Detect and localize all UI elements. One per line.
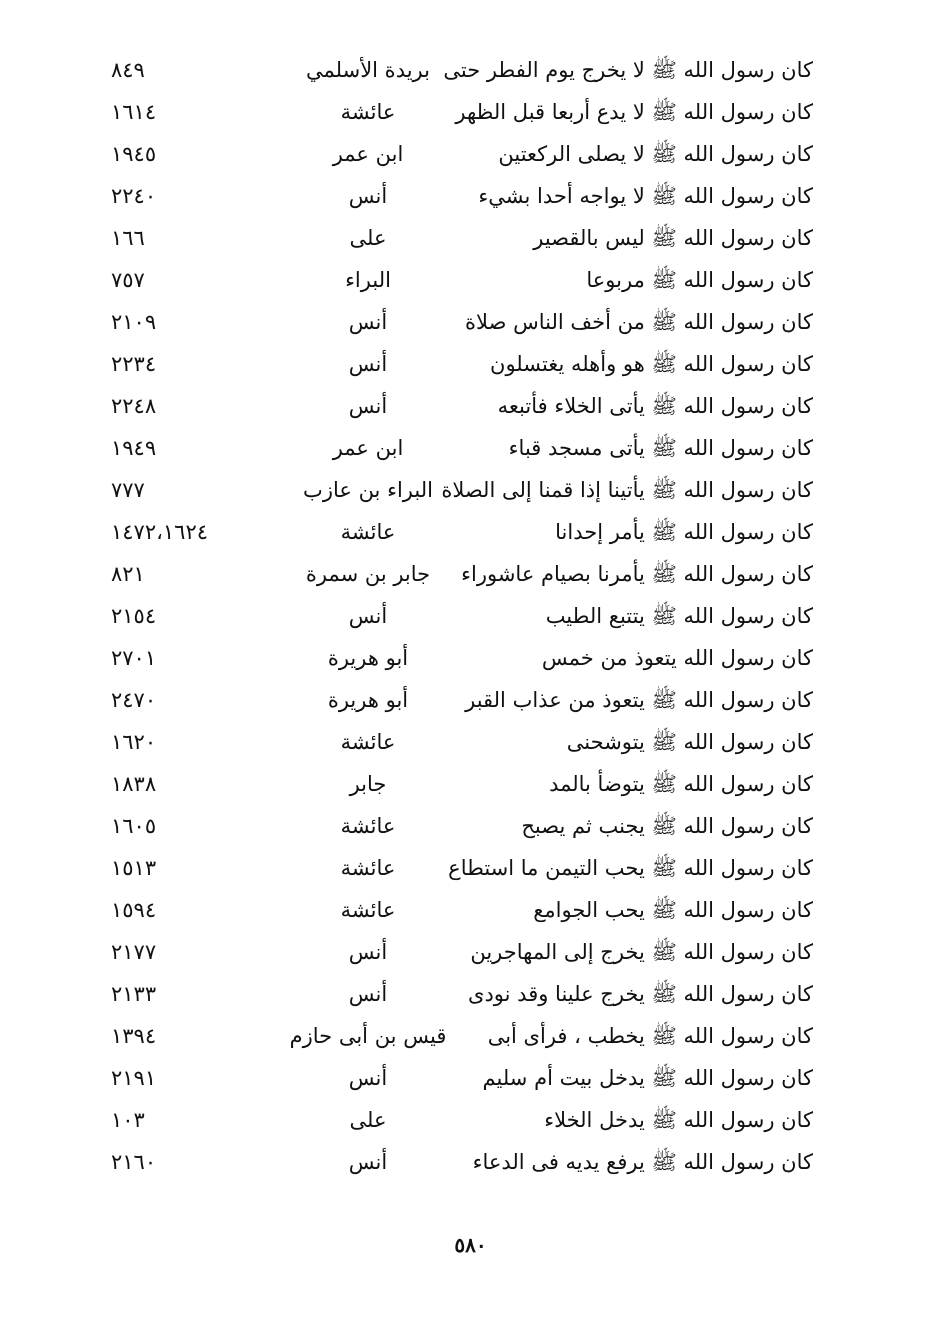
hadith-number: ١٩٤٩ <box>111 436 157 460</box>
index-row <box>0 386 941 428</box>
hadith-opening-text: كان رسول الله ﷺ لا يصلى الركعتين <box>498 142 813 166</box>
hadith-number: ٢١٧٧ <box>111 940 157 964</box>
narrator-name: عائشة <box>340 898 396 922</box>
index-row <box>0 512 941 554</box>
index-row <box>0 806 941 848</box>
narrator-name: عائشة <box>340 856 396 880</box>
index-row <box>0 218 941 260</box>
narrator-name: أبو هريرة <box>327 688 409 712</box>
hadith-number: ١٥١٣ <box>111 856 157 880</box>
index-row <box>0 848 941 890</box>
narrator-name: أنس <box>348 1150 388 1174</box>
index-row <box>0 680 941 722</box>
hadith-opening-text: كان رسول الله ﷺ لا يخرج يوم الفطر حتى <box>443 58 813 82</box>
narrator-name: عائشة <box>340 814 396 838</box>
narrator-name: أنس <box>348 982 388 1006</box>
index-row <box>0 1142 941 1184</box>
hadith-number: ٢١٦٠ <box>111 1150 157 1174</box>
index-row <box>0 596 941 638</box>
hadith-opening-text: كان رسول الله ﷺ لا يواجه أحدا بشيء <box>478 184 813 208</box>
hadith-opening-text: كان رسول الله ﷺ يخطب ، فرأى أبى <box>487 1024 813 1048</box>
hadith-number: ١٦٦ <box>111 226 145 250</box>
hadith-number: ٢٤٧٠ <box>111 688 157 712</box>
hadith-index-table <box>0 50 941 1184</box>
index-row <box>0 302 941 344</box>
hadith-opening-text: كان رسول الله ﷺ يأتى مسجد قباء <box>508 436 813 460</box>
hadith-number: ٢١٣٣ <box>111 982 157 1006</box>
hadith-number: ١٦٠٥ <box>111 814 157 838</box>
narrator-name: أنس <box>348 1066 388 1090</box>
hadith-number: ٢١٩١ <box>111 1066 157 1090</box>
narrator-name: أنس <box>348 394 388 418</box>
hadith-number: ٨٢١ <box>111 562 145 586</box>
narrator-name: عائشة <box>340 100 396 124</box>
index-row <box>0 260 941 302</box>
narrator-name: أنس <box>348 310 388 334</box>
hadith-opening-text: كان رسول الله ﷺ يأتى الخلاء فأتبعه <box>497 394 813 418</box>
hadith-number: ١٦٢٠ <box>111 730 157 754</box>
hadith-opening-text: كان رسول الله ﷺ يخرج علينا وقد نودى <box>468 982 813 1006</box>
index-row <box>0 722 941 764</box>
narrator-name: عائشة <box>340 520 396 544</box>
narrator-name: أنس <box>348 184 388 208</box>
narrator-name: جابر بن سمرة <box>305 562 431 586</box>
hadith-number: ١٥٩٤ <box>111 898 157 922</box>
hadith-number: ٢١٠٩ <box>111 310 157 334</box>
index-row <box>0 92 941 134</box>
index-row <box>0 1058 941 1100</box>
hadith-opening-text: كان رسول الله ﷺ من أخف الناس صلاة <box>465 310 813 334</box>
hadith-opening-text: كان رسول الله ﷺ يجنب ثم يصبح <box>521 814 813 838</box>
narrator-name: ابن عمر <box>332 436 404 460</box>
hadith-number: ١٣٩٤ <box>111 1024 157 1048</box>
hadith-opening-text: كان رسول الله ﷺ يدخل بيت أم سليم <box>482 1066 813 1090</box>
narrator-name: عائشة <box>340 730 396 754</box>
hadith-number: ٧٧٧ <box>111 478 145 502</box>
hadith-number: ١٩٤٥ <box>111 142 157 166</box>
hadith-opening-text: كان رسول الله ﷺ يأتينا إذا قمنا إلى الصلاة <box>441 478 813 502</box>
narrator-name: البراء بن عازب <box>303 478 433 502</box>
index-row <box>0 638 941 680</box>
narrator-name: البراء <box>345 268 391 292</box>
narrator-name: على <box>349 1108 387 1132</box>
narrator-name: جابر <box>349 772 387 796</box>
narrator-name: أنس <box>348 940 388 964</box>
index-row <box>0 50 941 92</box>
narrator-name: أبو هريرة <box>327 646 409 670</box>
hadith-opening-text: كان رسول الله ﷺ ليس بالقصير <box>533 226 813 250</box>
index-row <box>0 344 941 386</box>
index-row <box>0 1100 941 1142</box>
hadith-opening-text: كان رسول الله يتعوذ من خمس <box>541 646 813 670</box>
hadith-number: ١٤٧٢،١٦٢٤ <box>111 520 209 544</box>
hadith-number: ٢٢٤٨ <box>111 394 157 418</box>
hadith-number: ١٠٣ <box>111 1108 145 1132</box>
index-row <box>0 974 941 1016</box>
hadith-opening-text: كان رسول الله ﷺ يأمر إحدانا <box>555 520 813 544</box>
hadith-opening-text: كان رسول الله ﷺ مربوعا <box>586 268 813 292</box>
index-row <box>0 470 941 512</box>
narrator-name: أنس <box>348 352 388 376</box>
hadith-number: ٧٥٧ <box>111 268 145 292</box>
hadith-opening-text: كان رسول الله ﷺ يخرج إلى المهاجرين <box>470 940 813 964</box>
hadith-opening-text: كان رسول الله ﷺ يتعوذ من عذاب القبر <box>465 688 813 712</box>
index-row <box>0 890 941 932</box>
hadith-opening-text: كان رسول الله ﷺ يأمرنا بصيام عاشوراء <box>461 562 813 586</box>
hadith-number: ٢٢٤٠ <box>111 184 157 208</box>
hadith-number: ٢١٥٤ <box>111 604 157 628</box>
index-row <box>0 554 941 596</box>
hadith-opening-text: كان رسول الله ﷺ يتتبع الطيب <box>545 604 813 628</box>
hadith-number: ١٨٣٨ <box>111 772 157 796</box>
narrator-name: قيس بن أبى حازم <box>289 1024 447 1048</box>
index-row <box>0 1016 941 1058</box>
hadith-number: ٢٧٠١ <box>111 646 157 670</box>
hadith-opening-text: كان رسول الله ﷺ لا يدع أربعا قبل الظهر <box>455 100 813 124</box>
narrator-name: أنس <box>348 604 388 628</box>
index-row <box>0 176 941 218</box>
page-number: ٥٨٠ <box>454 1233 487 1257</box>
narrator-name: على <box>349 226 387 250</box>
narrator-name: بريدة الأسلمي <box>306 58 430 82</box>
hadith-opening-text: كان رسول الله ﷺ هو وأهله يغتسلون <box>490 352 813 376</box>
index-row <box>0 428 941 470</box>
hadith-opening-text: كان رسول الله ﷺ يحب التيمن ما استطاع <box>448 856 813 880</box>
narrator-name: ابن عمر <box>332 142 404 166</box>
hadith-opening-text: كان رسول الله ﷺ يدخل الخلاء <box>544 1108 813 1132</box>
hadith-opening-text: كان رسول الله ﷺ يرفع يديه فى الدعاء <box>472 1150 813 1174</box>
index-row <box>0 932 941 974</box>
hadith-number: ٢٢٣٤ <box>111 352 157 376</box>
hadith-number: ٨٤٩ <box>111 58 145 82</box>
hadith-opening-text: كان رسول الله ﷺ يتوضأ بالمد <box>549 772 813 796</box>
hadith-opening-text: كان رسول الله ﷺ يحب الجوامع <box>533 898 813 922</box>
hadith-number: ١٦١٤ <box>111 100 157 124</box>
index-row <box>0 764 941 806</box>
hadith-opening-text: كان رسول الله ﷺ يتوشحنى <box>566 730 813 754</box>
index-row <box>0 134 941 176</box>
